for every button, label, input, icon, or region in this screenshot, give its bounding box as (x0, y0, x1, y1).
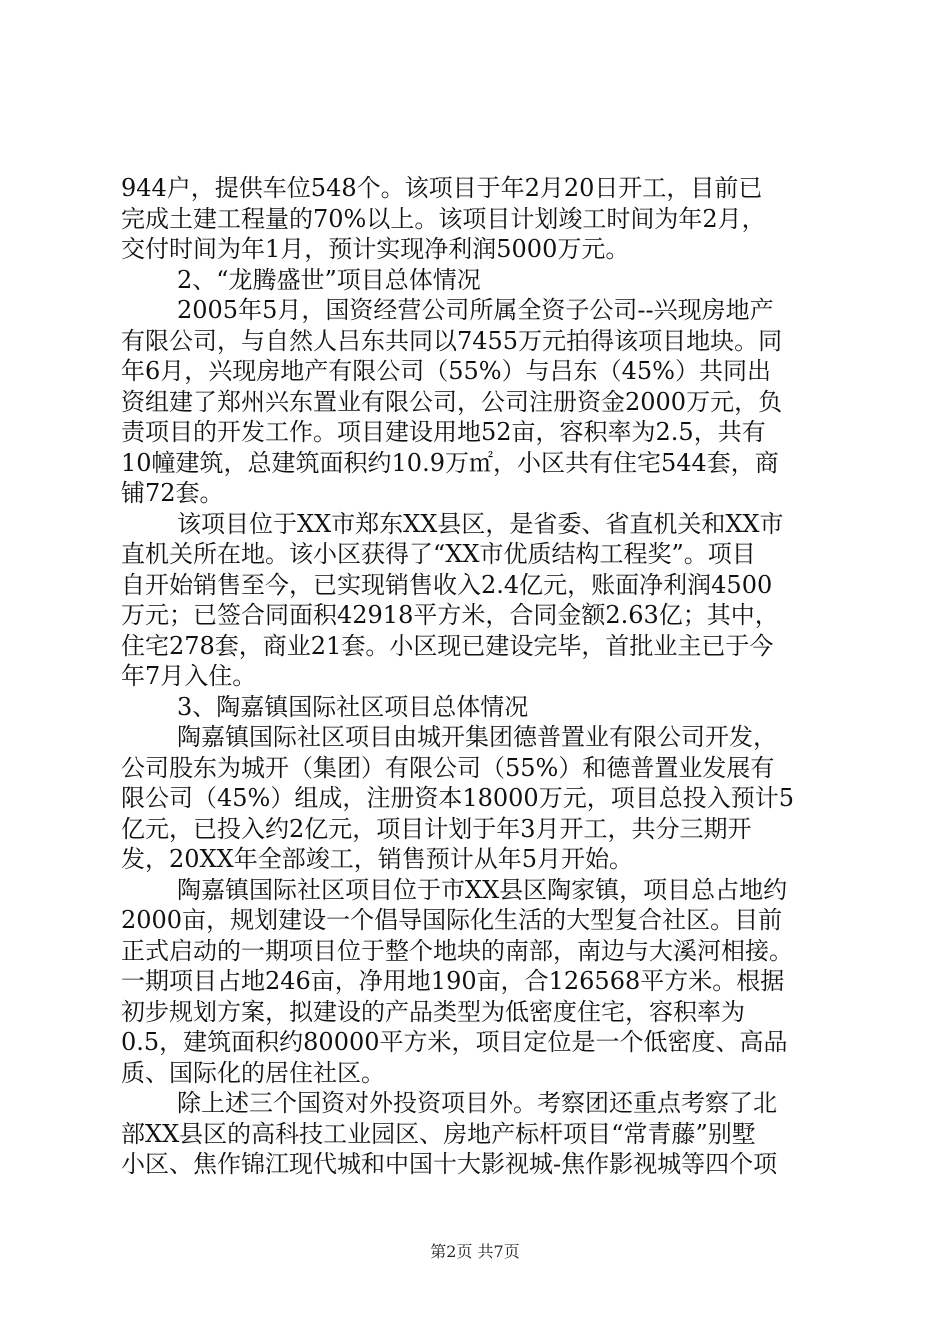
text-line: 正式启动的一期项目位于整个地块的南部，南边与大溪河相接。 (121, 936, 793, 965)
text-line: 3、陶嘉镇国际社区项目总体情况 (177, 692, 529, 721)
text-line: 年6月，兴现房地产有限公司（55%）与吕东（45%）共同出 (121, 357, 771, 385)
text-line: 铺72套。 (121, 479, 224, 507)
text-line: 2、“龙腾盛世”项目总体情况 (177, 265, 481, 294)
text-line: 公司股东为城开（集团）有限公司（55%）和德普置业发展有 (121, 753, 775, 782)
text-line: 质、国际化的居住社区。 (121, 1058, 385, 1087)
text-line: 限公司（45%）组成，注册资本18000万元，项目总投入预计5 (121, 784, 794, 812)
text-line: 责项目的开发工作。项目建设用地52亩，容积率为2.5，共有 (121, 418, 766, 446)
text-line: 该项目位于XX市郑东XX县区，是省委、省直机关和XX市 (177, 509, 784, 538)
text-line: 部XX县区的高科技工业园区、房地产标杆项目“常青藤”别墅 (121, 1119, 756, 1148)
page-number-footer: 第2页 共7页 (430, 1242, 520, 1261)
text-line: 万元；已签合同面积42918平方米，合同金额2.63亿；其中， (121, 601, 779, 629)
text-line: 2005年5月，国资经营公司所属全资子公司--兴现房地产 (177, 296, 774, 324)
text-line: 0.5，建筑面积约80000平方米，项目定位是一个低密度、高品 (121, 1028, 788, 1056)
text-line: 年7月入住。 (121, 662, 257, 690)
text-line: 944户，提供车位548个。该项目于年2月20日开工，目前已 (121, 174, 763, 202)
document-body (121, 173, 833, 1180)
text-line: 交付时间为年1月，预计实现净利润5000万元。 (121, 235, 630, 263)
text-line: 发，20XX年全部竣工，销售预计从年5月开始。 (121, 845, 633, 873)
text-line: 住宅278套，商业21套。小区现已建设完毕，首批业主已于今 (121, 631, 774, 660)
text-line: 资组建了郑州兴东置业有限公司，公司注册资金2000万元，负 (121, 387, 783, 416)
text-line: 有限公司，与自然人吕东共同以7455万元拍得该项目地块。同 (121, 326, 783, 355)
text-line: 2000亩，规划建设一个倡导国际化生活的大型复合社区。目前 (121, 906, 783, 934)
text-line: 除上述三个国资对外投资项目外。考察团还重点考察了北 (177, 1089, 777, 1117)
text-line: 10幢建筑，总建筑面积约10.9万㎡，小区共有住宅544套，商 (121, 448, 779, 477)
text-line: 亿元，已投入约2亿元，项目计划于年3月开工，共分三期开 (121, 814, 752, 843)
text-line: 直机关所在地。该小区获得了“XX市优质结构工程奖”。项目 (121, 540, 756, 568)
text-line: 一期项目占地246亩，净用地190亩，合126568平方米。根据 (121, 967, 785, 995)
text-line: 陶嘉镇国际社区项目位于市XX县区陶家镇，项目总占地约 (177, 875, 788, 904)
text-line: 自开始销售至今，已实现销售收入2.4亿元，账面净利润4500 (121, 570, 773, 599)
text-line: 初步规划方案，拟建设的产品类型为低密度住宅，容积率为 (121, 997, 745, 1026)
text-line: 完成土建工程量的70%以上。该项目计划竣工时间为年2月， (121, 204, 766, 233)
text-line: 小区、焦作锦江现代城和中国十大影视城-焦作影视城等四个项 (121, 1150, 778, 1178)
text-line: 陶嘉镇国际社区项目由城开集团德普置业有限公司开发， (177, 723, 777, 751)
